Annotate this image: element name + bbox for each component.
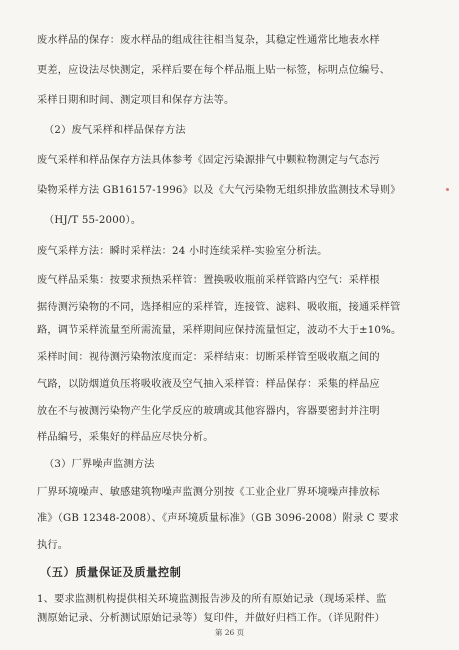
text-line: 厂界环境噪声、敏感建筑物噪声监测分别按《工业企业厂界环境噪声排放标 <box>37 487 380 498</box>
text-line: 执行。 <box>37 540 69 551</box>
text-line: 更差，应设法尽快测定，采样后要在每个样品瓶上贴一标签，标明点位编号、 <box>37 65 391 76</box>
text-line: （HJ/T 55-2000）。 <box>44 215 142 226</box>
text-line: 废气样品采集：按要求预热采样管：置换吸收瓶前采样管路内空气：采样根 <box>37 275 380 286</box>
text-line: 放在不与被测污染物产生化学反应的玻璃或其他容器内，容器要密封并注明 <box>37 406 380 417</box>
text-line: 测原始记录、分析测试原始记录等）复印件，并做好归档工作。（详见附件） <box>37 613 386 624</box>
text-line: 采样日期和时间、测定项目和保存方法等。 <box>37 95 235 106</box>
text-line: 废气采样方法：瞬时采样法：24 小时连续采样-实验室分析法。 <box>37 246 328 257</box>
text-line: 废水样品的保存：废水样品的组成往往相当复杂，其稳定性通常比地表水样 <box>37 35 380 46</box>
text-line: 据待测污染物的不同，选择相应的采样管，连接管、滤料、吸收瓶，接通采样管 <box>37 302 401 313</box>
text-line: 路，调节采样流量至所需流量，采样期间应保持流量恒定，波动不大于±10%。 <box>37 325 402 336</box>
section-heading-waste-gas: （2）废气采样和样品保存方法 <box>44 125 186 136</box>
text-line: 废气采样和样品保存方法具体参考《固定污染源排气中颗粒物测定与气态污 <box>37 155 380 166</box>
section-heading-quality-control: （五）质量保证及质量控制 <box>40 566 182 579</box>
margin-mark <box>446 188 449 191</box>
text-line: 准》（GB 12348-2008）、《声环境质量标准》（GB 3096-2008）附录 C 要求 <box>37 513 400 524</box>
text-line: 染物采样方法 GB16157-1996》以及《大气污染物无组织排放监测技术导则》 <box>37 185 401 196</box>
text-line: 气路，以防烟道负压将吸收液及空气抽入采样管：样品保存：采集的样品应 <box>37 379 380 390</box>
text-line: 样品编号，采集好的样品应尽快分析。 <box>37 432 214 443</box>
section-heading-noise: （3）厂界噪声监测方法 <box>44 459 155 470</box>
text-line: 采样时间：视待测污染物浓度而定：采样结束：切断采样管至吸收瓶之间的 <box>37 352 380 363</box>
page-number: 第 26 页 <box>214 628 245 637</box>
text-line: 1、要求监测机构提供相关环境监测报告涉及的所有原始记录（现场采样、监 <box>37 594 387 605</box>
